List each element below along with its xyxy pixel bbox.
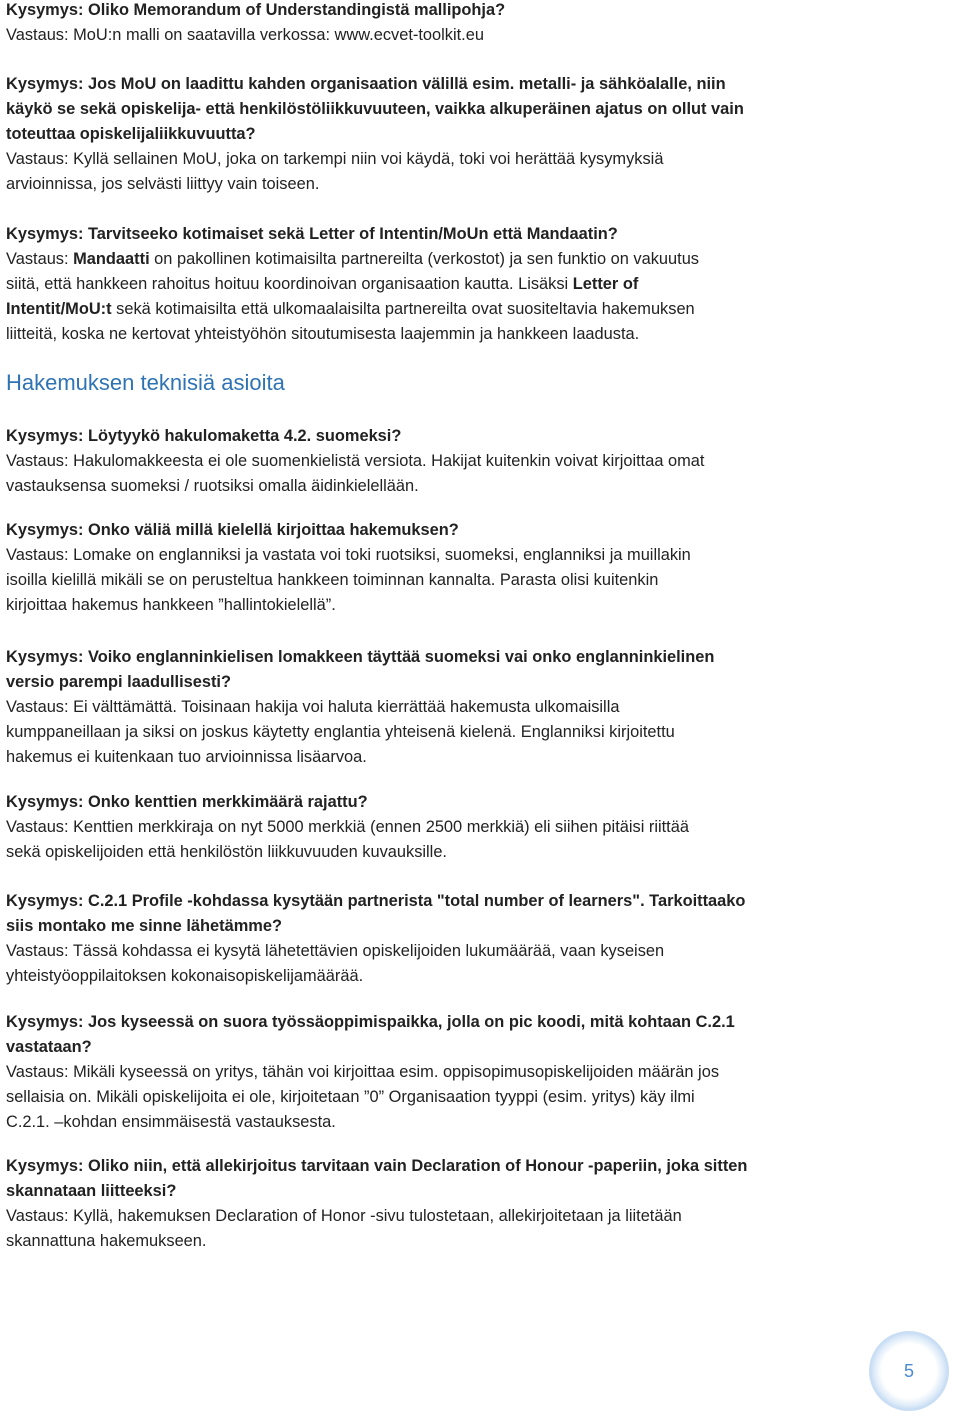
question-text: Kysymys: Onko väliä millä kielellä kirjoittaa hakemuksen? xyxy=(6,521,459,539)
page-number: 5 xyxy=(903,1361,914,1381)
answer-line: Vastaus: Kyllä, hakemuksen Declaration of Honor -sivu tulostetaan, allekirjoitetaan ja liitetään xyxy=(6,1207,682,1225)
answer-line xyxy=(6,272,946,297)
faq-english-form-finnish xyxy=(6,645,946,770)
answer-line: Vastaus: Kyllä sellainen MoU, joka on tarkempi niin voi käydä, toki voi herättää kysymyksiä xyxy=(6,150,664,168)
faq-workplace-pic xyxy=(6,1010,946,1135)
answer-line: Vastaus: Ei välttämättä. Toisinaan hakija voi haluta kierrättää hakemusta ulkomaisilla xyxy=(6,698,620,716)
faq-which-language xyxy=(6,518,946,618)
question-line: toteuttaa opiskelijaliikkuvuutta? xyxy=(6,125,256,143)
answer-line: skannattuna hakemukseen. xyxy=(6,1232,207,1250)
answer-text: on pakollinen kotimaisilta partnereilta (verkostot) ja sen funktio on vakuutus xyxy=(149,250,699,268)
section-heading: Hakemuksen teknisiä asioita xyxy=(6,370,285,395)
answer-line: Vastaus: Mikäli kyseessä on yritys, tähän voi kirjoittaa esim. oppisopimusopiskelijoiden määrän jos xyxy=(6,1063,720,1081)
answer-line xyxy=(6,247,946,272)
faq-memorandum xyxy=(6,0,946,48)
answer-line: Vastaus: Tässä kohdassa ei kysytä lähetettävien opiskelijoiden lukumäärää, vaan kyseisen xyxy=(6,942,665,960)
answer-text: siitä, että hankkeen rahoitus hoituu koordinoivan organisaation kautta. Lisäksi xyxy=(6,275,573,293)
answer-line: C.2.1. –kohdan ensimmäisestä vastauksesta. xyxy=(6,1113,336,1131)
question-line: siis montako me sinne lähetämme? xyxy=(6,917,282,935)
answer-line: vastauksensa suomeksi / ruotsiksi omalla äidinkielellään. xyxy=(6,477,419,495)
answer-line: hakemus ei kuitenkaan tuo arvioinnissa lisäarvoa. xyxy=(6,748,367,766)
answer-line xyxy=(6,297,946,322)
faq-mou-two-orgs xyxy=(6,72,946,197)
answer-line: liitteitä, koska ne kertovat yhteistyöhön sitoutumisesta laajemmin ja hankkeen laadusta. xyxy=(6,325,640,343)
faq-character-limit xyxy=(6,790,946,865)
answer-text: Vastaus: MoU:n malli on saatavilla verkossa: www.ecvet-toolkit.eu xyxy=(6,26,484,44)
question-text: Kysymys: Tarvitseeko kotimaiset sekä Letter of Intentin/MoUn että Mandaatin? xyxy=(6,225,618,243)
answer-line: Vastaus: Lomake on englanniksi ja vastata voi toki ruotsiksi, suomeksi, englanniksi ja muillakin xyxy=(6,546,691,564)
answer-prefix: Vastaus: xyxy=(6,250,74,268)
answer-line: sekä opiskelijoiden että henkilöstön liikkuvuuden kuvauksille. xyxy=(6,843,447,861)
answer-text: sekä kotimaisilta että ulkomaalaisilta partnereilta ovat suositeltavia hakemuksen xyxy=(111,300,695,318)
answer-emphasis: Letter of xyxy=(572,275,639,293)
question-line: skannataan liitteeksi? xyxy=(6,1182,177,1200)
faq-declaration-of-honour xyxy=(6,1154,946,1254)
question-text: Kysymys: Löytyykö hakulomaketta 4.2. suomeksi? xyxy=(6,427,402,445)
question-line: Kysymys: Jos kyseessä on suora työssäoppimispaikka, jolla on pic koodi, mitä kohtaan C.2.1 xyxy=(6,1013,735,1031)
faq-finnish-form xyxy=(6,424,946,499)
answer-line: Vastaus: Hakulomakkeesta ei ole suomenkielistä versiota. Hakijat kuitenkin voivat kirjoittaa omat xyxy=(6,452,705,470)
question-line: vastataan? xyxy=(6,1038,92,1056)
answer-line: arvioinnissa, jos selvästi liittyy vain toiseen. xyxy=(6,175,320,193)
answer-line: sellaisia on. Mikäli opiskelijoita ei ole, kirjoitetaan ”0” Organisaation tyyppi (esim. yritys) käy ilmi xyxy=(6,1088,695,1106)
faq-letter-of-intent xyxy=(6,222,946,347)
question-line: Kysymys: C.2.1 Profile -kohdassa kysytään partnerista "total number of learners". Tarkoittaako xyxy=(6,892,746,910)
question-text: Kysymys: Oliko Memorandum of Understandingistä mallipohja? xyxy=(6,1,506,19)
question-line: versio parempi laadullisesti? xyxy=(6,673,232,691)
question-line: käykö se sekä opiskelija- että henkilöstöliikkuvuuteen, vaikka alkuperäinen ajatus on ollut vain xyxy=(6,100,744,118)
question-line: Kysymys: Oliko niin, että allekirjoitus tarvitaan vain Declaration of Honour -paperiin, joka sitten xyxy=(6,1157,748,1175)
question-line: Kysymys: Jos MoU on laadittu kahden organisaation välillä esim. metalli- ja sähköalalle, niin xyxy=(6,75,726,93)
question-line: Kysymys: Voiko englanninkielisen lomakkeen täyttää suomeksi vai onko englanninkielinen xyxy=(6,648,715,666)
answer-line: isoilla kielillä mikäli se on perusteltua hankkeen toiminnan kannalta. Parasta olisi kuitenkin xyxy=(6,571,659,589)
question-text: Kysymys: Onko kenttien merkkimäärä rajattu? xyxy=(6,793,368,811)
faq-total-learners xyxy=(6,889,946,989)
answer-emphasis: Mandaatti xyxy=(73,250,150,268)
answer-emphasis: Intentit/MoU:t xyxy=(6,300,112,318)
answer-line: kumppaneillaan ja siksi on joskus käytetty englantia yhteisenä kielenä. Englanniksi kirjoitettu xyxy=(6,723,675,741)
answer-line: Vastaus: Kenttien merkkiraja on nyt 5000 merkkiä (ennen 2500 merkkiä) eli siihen pitäisi riittää xyxy=(6,818,689,836)
answer-line: kirjoittaa hakemus hankkeen ”hallintokielellä”. xyxy=(6,596,336,614)
answer-line: yhteistyöoppilaitoksen kokonaisopiskelijamäärää. xyxy=(6,967,364,985)
